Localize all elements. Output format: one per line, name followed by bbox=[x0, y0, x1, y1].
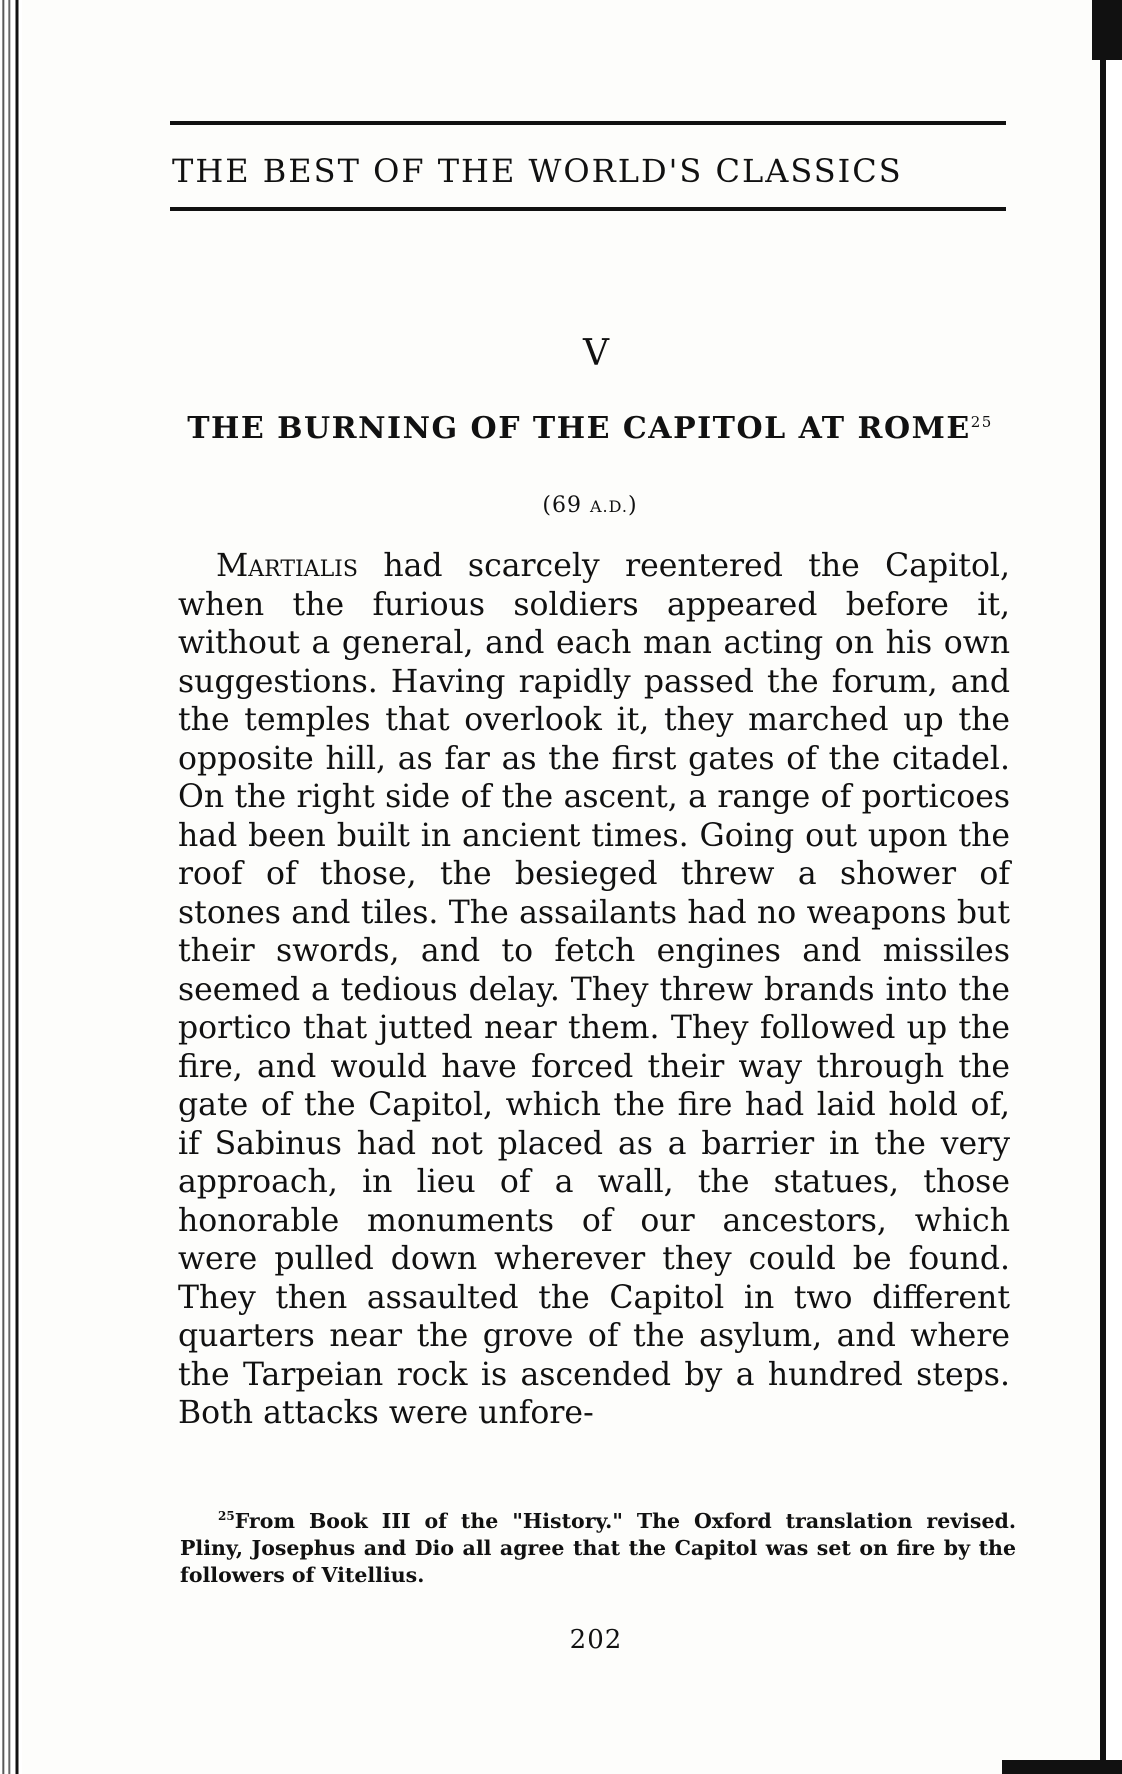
page-number: 202 bbox=[569, 1625, 623, 1655]
body-paragraph bbox=[178, 547, 1010, 1433]
chapter-title-text: THE BURNING OF THE CAPITOL AT ROME bbox=[187, 411, 971, 446]
header-rule-bottom bbox=[170, 207, 1006, 211]
paragraph-text: had scarcely reentered the Capitol, when the furious soldiers appeared before it, without a general, and each man acting on his own suggestions. Having rapidly passed the forum, and the temples that overlook it, they marched up the opposite hill, as far as the first gates of the citadel. On the right side of the ascent, a range of porticoes had been built in ancient times. Going out upon the roof of those, the besieged threw a shower of stones and tiles. The assailants had no weapons but their swords, and to fetch engines and missiles seemed a tedious delay. They threw brands into the portico that jutted near them. They followed up the fire, and would have forced their way through the gate of the Capitol, which the fire had laid hold of, if Sabinus had not placed as a barrier in the very approach, in lieu of a wall, the statues, those honorable monuments of our ancestors, which were pulled down wherever they could be found. They then assaulted the Capitol in two different quarters near the grove of the asylum, and where the Tarpeian rock is ascended by a hundred steps. Both attacks were unfore- bbox=[178, 548, 1010, 1431]
page-top-right-shadow bbox=[1092, 0, 1122, 60]
date-close: ) bbox=[627, 493, 638, 518]
date-era: A.D. bbox=[590, 497, 628, 516]
date-year: (69 bbox=[542, 493, 582, 518]
lead-word: Martialis bbox=[216, 548, 358, 584]
page-right-border bbox=[1100, 40, 1106, 1760]
header-rule-top bbox=[170, 121, 1006, 125]
footnote-reference: 25 bbox=[970, 413, 993, 431]
footnote bbox=[180, 1508, 1016, 1589]
footnote-marker: 25 bbox=[218, 1509, 235, 1524]
chapter-number: V bbox=[583, 333, 609, 374]
page-bottom-right-shadow bbox=[1002, 1760, 1122, 1774]
footnote-text: From Book III of the "History." The Oxford translation revised. Pliny, Josephus and Dio all agree that the Capitol was set on fire by the followers of Vitellius. bbox=[180, 1509, 1016, 1587]
chapter-date bbox=[172, 493, 1008, 518]
running-head: THE BEST OF THE WORLD'S CLASSICS bbox=[172, 152, 903, 190]
chapter-title bbox=[172, 410, 1008, 448]
page-left-edge bbox=[0, 0, 22, 1774]
